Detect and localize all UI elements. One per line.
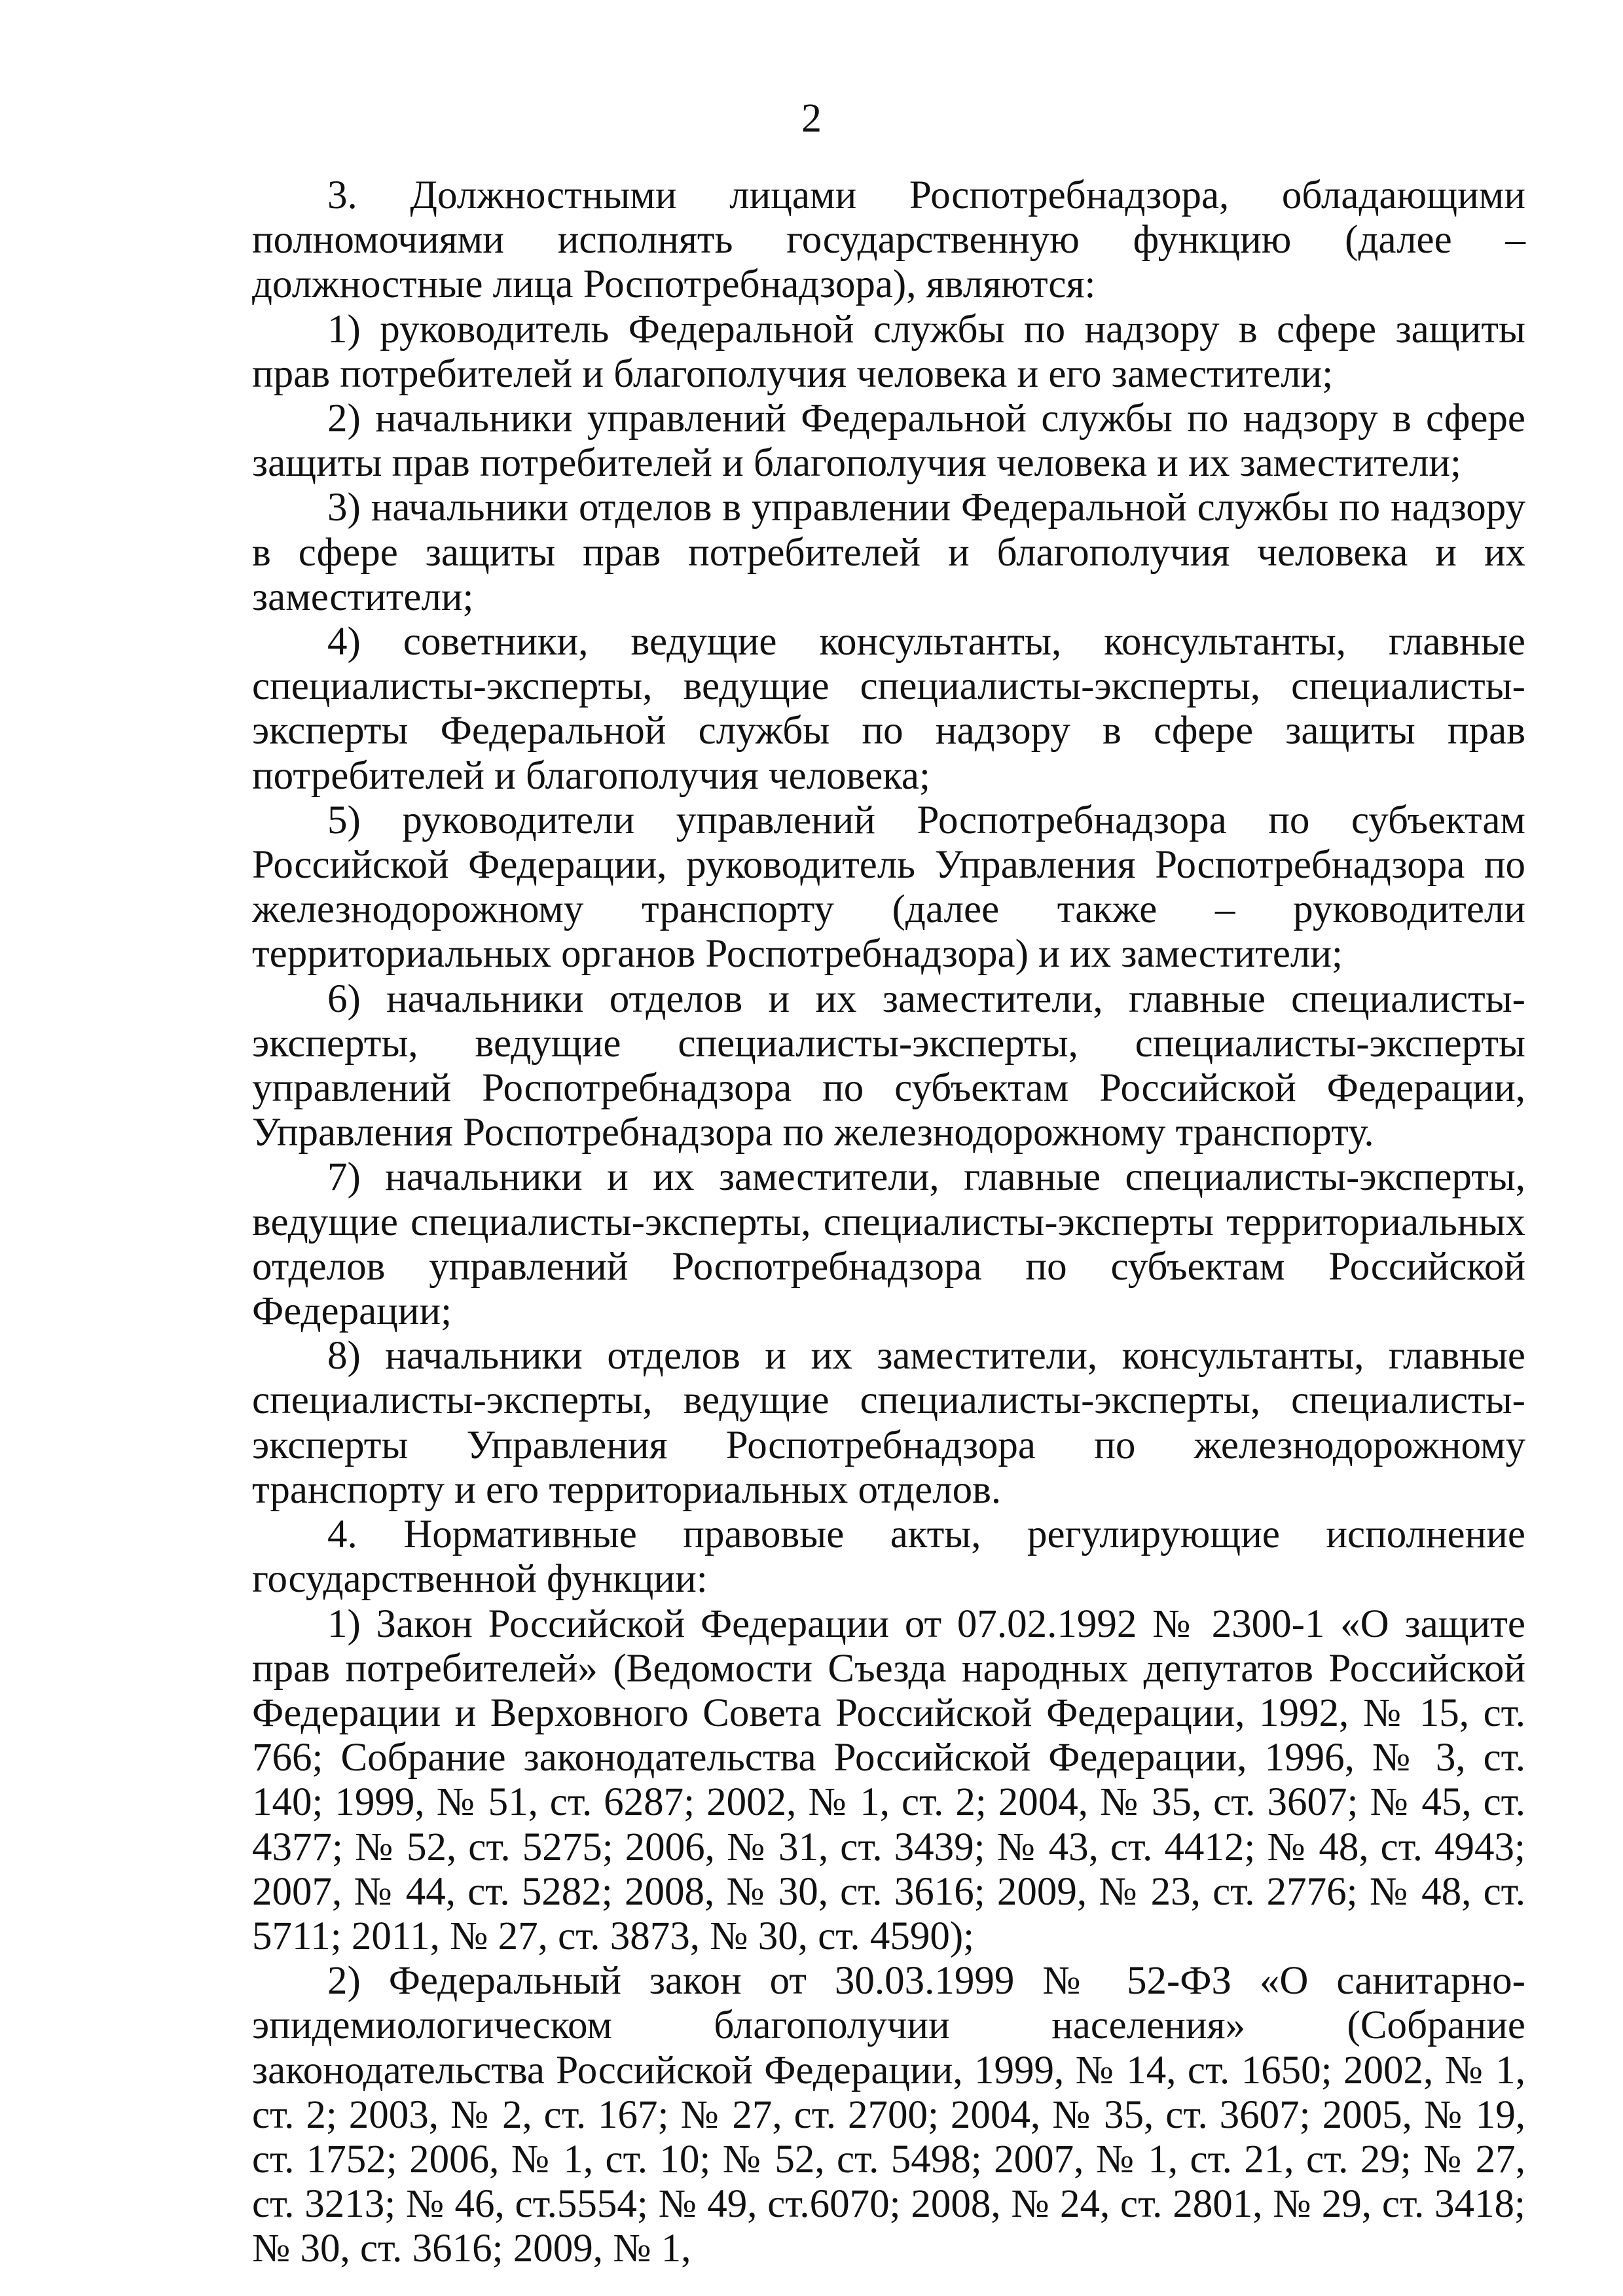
paragraph-3-officials: 3. Должностными лицами Роспотребнадзора, обладающими полномочиями исполнять государственную функцию (далее – должностные лица Роспотребнадзора), являются: bbox=[252, 173, 1525, 307]
list-item-5-regional-heads: 5) руководители управлений Роспотребнадзора по субъектам Российской Федерации, руководитель Управления Роспотребнадзора по железнодорожному транспорту (далее также – руководители территориальных органов Роспотребнадзора) и их заместители; bbox=[252, 798, 1525, 977]
page-number: 2 bbox=[801, 96, 822, 141]
list-item-6-regional-divisions: 6) начальники отделов и их заместители, главные специалисты-эксперты, ведущие специалисты-эксперты, специалисты-эксперты управлений Роспотребнадзора по субъектам Российской Федерации, Управления Роспотребнадзора по железнодорожному транспорту. bbox=[252, 977, 1525, 1155]
paragraph-4-legal-acts: 4. Нормативные правовые акты, регулирующие исполнение государственной функции: bbox=[252, 1513, 1525, 1602]
list-item-2-sanitary-law: 2) Федеральный закон от 30.03.1999 № 52-ФЗ «О санитарно-эпидемиологическом благополучии населения» (Собрание законодательства Российской Федерации, 1999, № 14, ст. 1650; 2002, № 1, ст. 2; 2003, № 2, ст. 167; № 27, ст. 2700; 2004, № 35, ст. 3607; 2005, № 19, ст. 1752; 2006, № 1, ст. 10; № 52, ст. 5498; 2007, № 1, ст. 21, ст. 29; № 27, ст. 3213; № 46, ст.5554; № 49, ст.6070; 2008, № 24, ст. 2801, № 29, ст. 3418; № 30, ст. 3616; 2009, № 1, bbox=[252, 1959, 1525, 2271]
document-body bbox=[252, 173, 1525, 2272]
list-item-1-head-of-service: 1) руководитель Федеральной службы по надзору в сфере защиты прав потребителей и благополучия человека и его заместители; bbox=[252, 307, 1525, 396]
list-item-7-territorial-divisions: 7) начальники и их заместители, главные специалисты-эксперты, ведущие специалисты-эксперты, специалисты-эксперты территориальных отделов управлений Роспотребнадзора по субъектам Российской Федерации; bbox=[252, 1155, 1525, 1334]
list-item-8-railway-transport: 8) начальники отделов и их заместители, консультанты, главные специалисты-эксперты, ведущие специалисты-эксперты, специалисты-эксперты Управления Роспотребнадзора по железнодорожному транспорту и его территориальных отделов. bbox=[252, 1334, 1525, 1512]
list-item-3-heads-of-divisions: 3) начальники отделов в управлении Федеральной службы по надзору в сфере защиты прав потребителей и благополучия человека и их заместители; bbox=[252, 486, 1525, 619]
list-item-1-consumer-protection-law: 1) Закон Российской Федерации от 07.02.1992 № 2300-1 «О защите прав потребителей» (Ведомости Съезда народных депутатов Российской Федерации и Верховного Совета Российской Федерации, 1992, № 15, ст. 766; Собрание законодательства Российской Федерации, 1996, № 3, ст. 140; 1999, № 51, ст. 6287; 2002, № 1, ст. 2; 2004, № 35, ст. 3607; № 45, ст. 4377; № 52, ст. 5275; 2006, № 31, ст. 3439; № 43, ст. 4412; № 48, ст. 4943; 2007, № 44, ст. 5282; 2008, № 30, ст. 3616; 2009, № 23, ст. 2776; № 48, ст. 5711; 2011, № 27, ст. 3873, № 30, ст. 4590); bbox=[252, 1602, 1525, 1958]
list-item-2-heads-of-departments: 2) начальники управлений Федеральной службы по надзору в сфере защиты прав потребителей и благополучия человека и их заместители; bbox=[252, 397, 1525, 486]
list-item-4-advisers-and-experts: 4) советники, ведущие консультанты, консультанты, главные специалисты-эксперты, ведущие специалисты-эксперты, специалисты-эксперты Федеральной службы по надзору в сфере защиты прав потребителей и благополучия человека; bbox=[252, 620, 1525, 798]
